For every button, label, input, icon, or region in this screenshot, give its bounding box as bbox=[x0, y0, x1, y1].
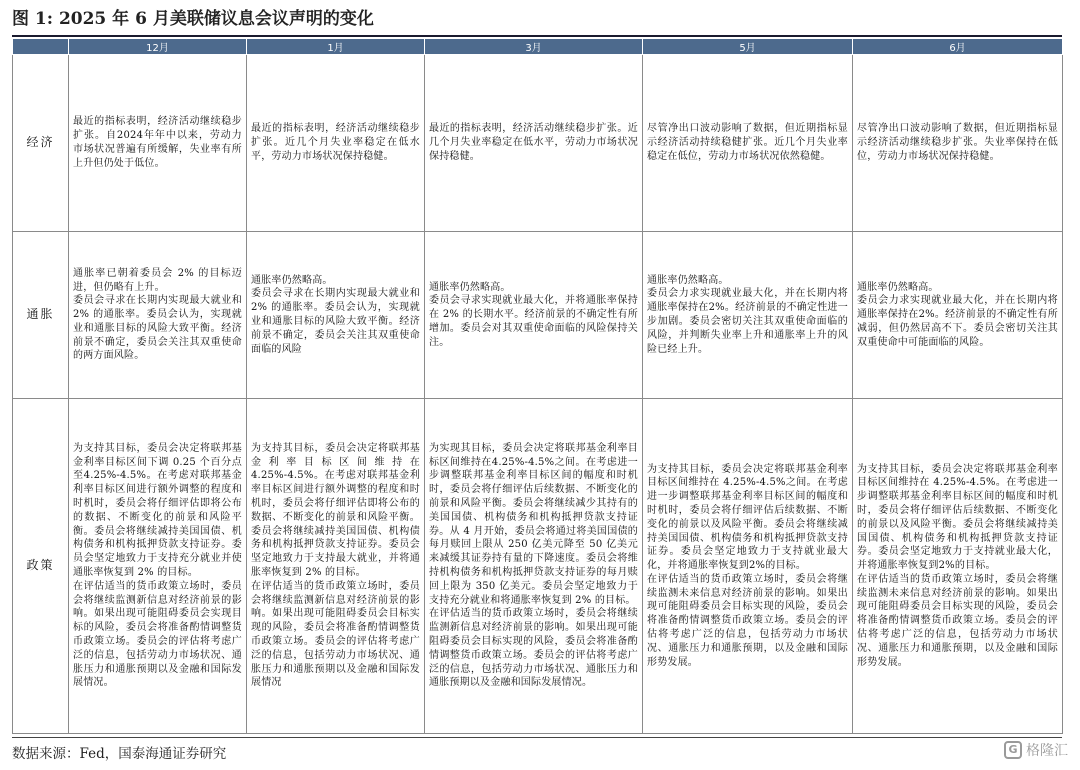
cell-inflation-dec: 通胀率已朝着委员会 2% 的目标迈进，但仍略有上升。 委员会寻求在长期内实现最大就业和 2% 的通胀率。委员会认为，实现就业和通胀目标的风险大致平衡。经济前景不确定，委员会关注其双重使命的两方面风险。 bbox=[69, 232, 247, 399]
watermark-logo-icon: G bbox=[1004, 741, 1022, 759]
cell-economy-jun: 尽管净出口波动影响了数据，但近期指标显示经济活动继续稳步扩张。失业率保持在低位，劳动力市场状况保持稳健。 bbox=[853, 55, 1063, 232]
cell-economy-mar: 最近的指标表明，经济活动继续稳步扩张。近几个月失业率稳定在低水平，劳动力市场状况保持稳健。 bbox=[425, 55, 643, 232]
fed-statement-table bbox=[12, 38, 1063, 734]
watermark-text: 格隆汇 bbox=[1026, 743, 1068, 759]
cell-economy-dec: 最近的指标表明，经济活动继续稳步扩张。自2024年年中以来，劳动力市场状况普遍有所缓解，失业率有所上升但仍处于低位。 bbox=[69, 55, 247, 232]
cell-economy-may: 尽管净出口波动影响了数据，但近期指标显示经济活动持续稳健扩张。近几个月失业率稳定在低位，劳动力市场状况依然稳健。 bbox=[643, 55, 853, 232]
cell-inflation-mar: 通胀率仍然略高。 委员会寻求实现就业最大化，并将通胀率保持在 2% 的长期水平。经济前景的不确定性有所增加。委员会对其双重使命面临的风险保持关注。 bbox=[425, 232, 643, 399]
cell-economy-jan: 最近的指标表明，经济活动继续稳步扩张。近几个月失业率稳定在低水平，劳动力市场状况保持稳健。 bbox=[247, 55, 425, 232]
header-mar: 3月 bbox=[425, 39, 643, 55]
source-note: 数据来源：Fed，国泰海通证券研究 bbox=[12, 746, 227, 762]
figure-title: 图 1: 2025 年 6 月美联储议息会议声明的变化 bbox=[12, 9, 374, 29]
header-corner bbox=[13, 39, 69, 55]
cell-policy-may: 为支持其目标，委员会决定将联邦基金利率目标区间维持在 4.25%-4.5%之间。在考虑进一步调整联邦基金利率目标区间的幅度和时机时，委员会将仔细评估后续数据、不断变化的前景以及风险平衡。委员会将继续减持美国国债、机构债务和机构抵押贷款支持证券。委员会坚定地致力于支持就业最大化，并将通胀率恢复到2%的目标。 在评估适当的货币政策立场时，委员会将继续监测未来信息对经济前景的影响。如果出现可能阻碍委员会目标实现的风险，委员会将准备酌情调整货币政策立场。委员会的评估将考虑广泛的信息，包括劳动力市场状况、通胀压力和通胀预期，以及金融和国际形势发展。 bbox=[643, 399, 853, 734]
row-label-policy: 政策 bbox=[13, 399, 69, 734]
cell-policy-jun: 为支持其目标，委员会决定将联邦基金利率目标区间维持在 4.25%-4.5%。在考虑进一步调整联邦基金利率目标区间的幅度和时机时，委员会将仔细评估后续数据、不断变化的前景以及风险平衡。委员会将继续减持美国国债、机构债务和机构抵押贷款支持证券。委员会坚定地致力于支持就业最大化，并将通胀率恢复到2%的目标。 在评估适当的货币政策立场时，委员会将继续监测未来信息对经济前景的影响。如果出现可能阻碍委员会目标实现的风险，委员会将准备酌情调整货币政策立场。委员会的评估将考虑广泛的信息，包括劳动力市场状况、通胀压力和通胀预期，以及金融和国际形势发展。 bbox=[853, 399, 1063, 734]
watermark bbox=[1004, 740, 1068, 760]
cell-policy-dec: 为支持其目标，委员会决定将联邦基金利率目标区间下调 0.25 个百分点至4.25%-4.5%。在考虑对联邦基金利率目标区间进行额外调整的程度和时机时，委员会将仔细评估即将公布的数据、不断变化的前景和风险平衡。委员会将继续减持美国国债、机构债务和机构抵押贷款支持证券。委员会坚定地致力于支持充分就业并使通胀率恢复到 2% 的目标。 在评估适当的货币政策立场时，委员会将继续监测新信息对经济前景的影响。如果出现可能阻碍委员会实现目标的风险，委员会将准备酌情调整货币政策立场。委员会的评估将考虑广泛的信息，包括劳动力市场状况、通胀压力和通胀预期以及金融和国际发展情况。 bbox=[69, 399, 247, 734]
title-rule bbox=[12, 35, 1062, 37]
header-row bbox=[13, 39, 1063, 55]
table-row-policy bbox=[13, 399, 1063, 734]
cell-inflation-jan: 通胀率仍然略高。 委员会寻求在长期内实现最大就业和 2% 的通胀率。委员会认为，实现就业和通胀目标的风险大致平衡。经济前景不确定，委员会关注其双重使命面临的风险 bbox=[247, 232, 425, 399]
header-jun: 6月 bbox=[853, 39, 1063, 55]
header-dec: 12月 bbox=[69, 39, 247, 55]
table-row-inflation bbox=[13, 232, 1063, 399]
cell-policy-jan: 为支持其目标，委员会决定将联邦基金利率目标区间维持在4.25%-4.5%。在考虑对联邦基金利率目标区间进行额外调整的程度和时机时，委员会将仔细评估即将公布的数据、不断变化的前景和风险平衡。委员会将继续减持美国国债、机构债务和机构抵押贷款支持证券。委员会坚定地致力于支持最大就业，并将通胀率恢复到 2% 的目标。 在评估适当的货币政策立场时，委员会将继续监测新信息对经济前景的影响。如果出现可能阻碍委员会目标实现的风险，委员会将准备酌情调整货币政策立场。委员会的评估将考虑广泛的信息，包括劳动力市场状况、通胀压力和通胀预期以及金融和国际发展情况 bbox=[247, 399, 425, 734]
cell-inflation-jun: 通胀率仍然略高。 委员会力求实现就业最大化，并在长期内将通胀率保持在2%。经济前景的不确定性有所减弱，但仍然居高不下。委员会密切关注其双重使命中可能面临的风险。 bbox=[853, 232, 1063, 399]
row-label-economy: 经济 bbox=[13, 55, 69, 232]
bottom-rule bbox=[12, 737, 1062, 738]
header-jan: 1月 bbox=[247, 39, 425, 55]
header-may: 5月 bbox=[643, 39, 853, 55]
row-label-inflation: 通胀 bbox=[13, 232, 69, 399]
cell-policy-mar: 为实现其目标，委员会决定将联邦基金利率目标区间维持在4.25%-4.5%之间。在考虑进一步调整联邦基金利率目标区间的幅度和时机时，委员会将仔细评估后续数据、不断变化的前景和风险平衡。委员会将继续减少其持有的美国国债、机构债务和机构抵押贷款支持证券。从 4 月开始，委员会将通过将美国国债的每月赎回上限从 250 亿美元降至 50 亿美元来减缓其证券持有量的下降速度。委员会将维持机构债务和机构抵押贷款支持证券的每月赎回上限为 350 亿美元。委员会坚定地致力于支持充分就业和将通胀率恢复到 2% 的目标。 在评估适当的货币政策立场时，委员会将继续监测新信息对经济前景的影响。如果出现可能阻碍委员会目标实现的风险，委员会将准备酌情调整货币政策立场。委员会的评估将考虑广泛的信息，包括劳动力市场状况、通胀压力和通胀预期以及金融和国际发展情况。 bbox=[425, 399, 643, 734]
table-row-economy bbox=[13, 55, 1063, 232]
cell-inflation-may: 通胀率仍然略高。 委员会力求实现就业最大化，并在长期内将通胀率保持在2%。经济前景的不确定性进一步加剧。委员会密切关注其双重使命面临的风险，并判断失业率上升和通胀率上升的风险已经上升。 bbox=[643, 232, 853, 399]
